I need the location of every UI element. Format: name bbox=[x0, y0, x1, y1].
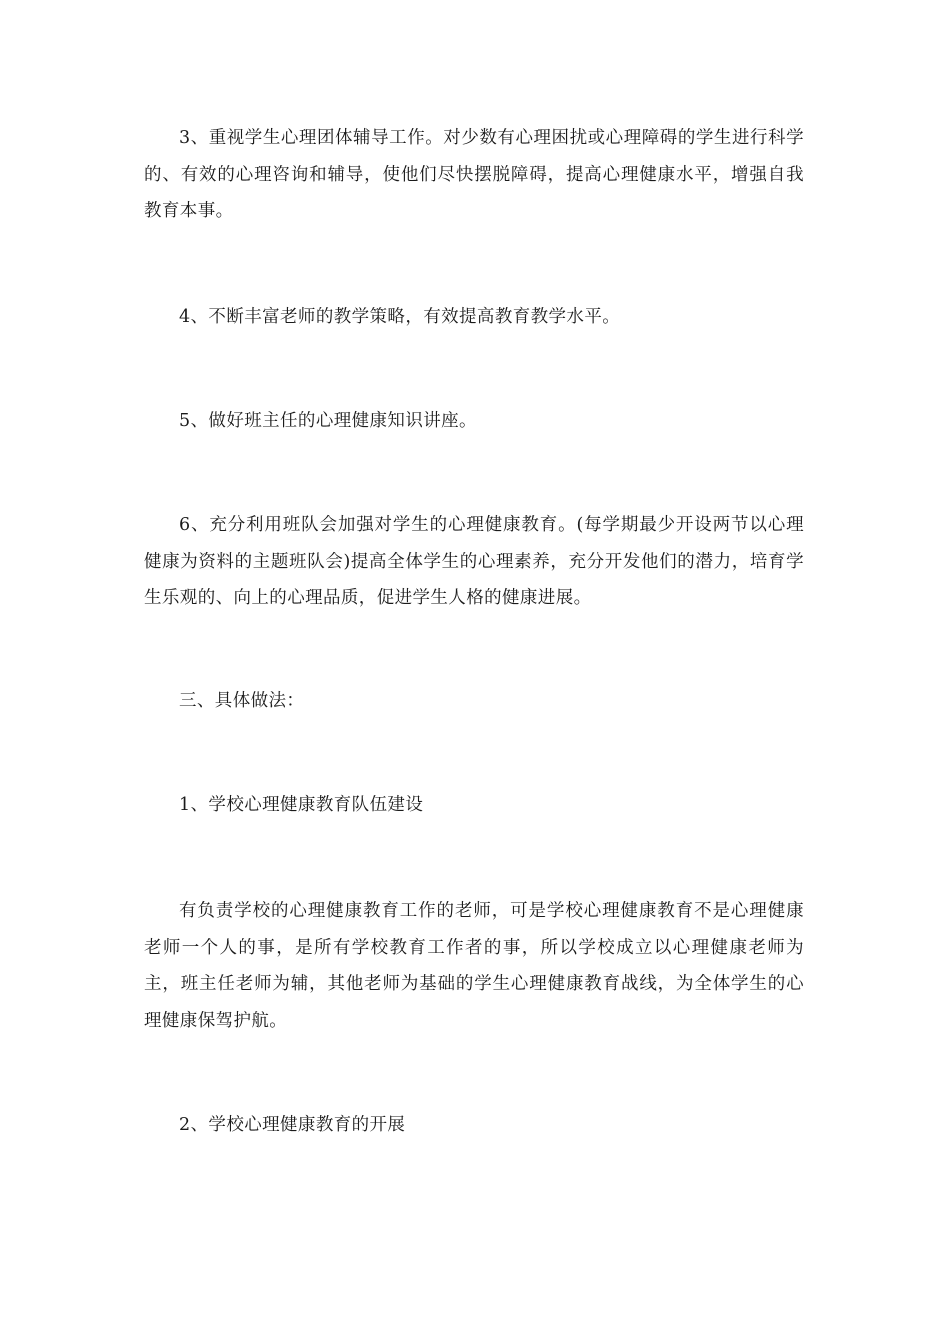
section-heading-methods: 三、具体做法： bbox=[179, 691, 305, 711]
paragraph-goal-4: 4、不断丰富老师的教学策略，有效提高教育教学水平。 bbox=[179, 307, 621, 327]
subheading-team-building: 1、学校心理健康教育队伍建设 bbox=[179, 795, 424, 815]
paragraph-goal-3: 3、重视学生心理团体辅导工作。对少数有心理困扰或心理障碍的学生进行科学的、有效的心理咨询和辅导，使他们尽快摆脱障碍，提高心理健康水平，增强自我教育本事。 bbox=[144, 128, 804, 221]
paragraph-goal-5: 5、做好班主任的心理健康知识讲座。 bbox=[179, 411, 477, 431]
paragraph-goal-6: 6、充分利用班队会加强对学生的心理健康教育。(每学期最少开设两节以心理健康为资料的主题班队会)提高全体学生的心理素养，充分开发他们的潜力，培育学生乐观的、向上的心理品质，促进学生人格的健康进展。 bbox=[144, 515, 804, 608]
paragraph-team-building: 有负责学校的心理健康教育工作的老师，可是学校心理健康教育不是心理健康老师一个人的事，是所有学校教育工作者的事，所以学校成立以心理健康老师为主，班主任老师为辅，其他老师为基础的学生心理健康教育战线，为全体学生的心理健康保驾护航。 bbox=[144, 901, 804, 1031]
subheading-implementation: 2、学校心理健康教育的开展 bbox=[179, 1115, 406, 1135]
